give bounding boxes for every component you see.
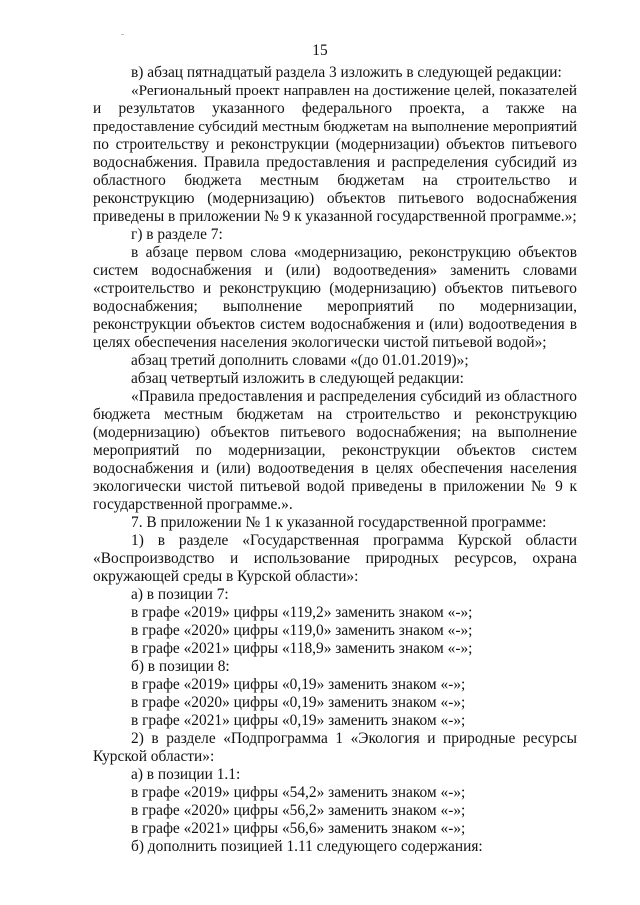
text-line: в графе «2020» цифры «119,0» заменить знаком «-»; <box>131 622 473 639</box>
text-line: водоснабжения; выполнение мероприятий по модернизации, <box>93 298 577 315</box>
text-line: а) в позиции 7: <box>131 586 229 603</box>
text-line: в) абзац пятнадцатый раздела 3 изложить в следующей редакции: <box>131 64 562 81</box>
text-line: реконструкции объектов систем водоснабжения и (или) водоотведения в <box>93 316 577 333</box>
text-line: в графе «2020» цифры «56,2» заменить знаком «-»; <box>131 802 466 819</box>
text-line: водоснабжения и (или) водоотведения в целях обеспечения населения <box>93 460 577 477</box>
text-line: Курской области»: <box>93 748 215 765</box>
text-line: б) дополнить позицией 1.11 следующего содержания: <box>131 838 483 855</box>
text-line: (модернизацию) объектов питьевого водоснабжения; на выполнение <box>93 424 577 441</box>
text-line: целях обеспечения населения экологически чистой питьевой водой»; <box>93 334 547 351</box>
text-line: экологически чистой питьевой водой приведены в приложении № 9 к <box>93 478 577 495</box>
text-line: бюджета местным бюджетам на строительство и реконструкцию <box>93 406 577 423</box>
text-line: абзац четвертый изложить в следующей редакции: <box>131 370 464 387</box>
text-line: «Воспроизводство и использование природных ресурсов, охрана <box>93 550 577 567</box>
text-line: систем водоснабжения и (или) водоотведения» заменить словами <box>93 262 577 279</box>
text-line: 2) в разделе «Подпрограмма 1 «Экология и природные ресурсы <box>131 730 577 747</box>
document-body <box>93 64 577 856</box>
text-line: водоснабжения. Правила предоставления и распределения субсидий из <box>93 154 577 171</box>
page-number: 15 <box>312 42 328 59</box>
text-line: областного бюджета местным бюджетам на строительство и <box>93 172 577 189</box>
text-line: б) в позиции 8: <box>131 658 230 675</box>
text-line: в графе «2020» цифры «0,19» заменить знаком «-»; <box>131 694 466 711</box>
text-line: предоставление субсидий местным бюджетам на выполнение мероприятий <box>93 119 577 135</box>
scan-speck <box>121 34 124 35</box>
text-line: в абзаце первом слова «модернизацию, реконструкцию объектов <box>131 244 577 261</box>
text-line: «Региональный проект направлен на достижение целей, показателей <box>131 82 577 99</box>
text-line: в графе «2019» цифры «0,19» заменить знаком «-»; <box>131 676 466 693</box>
text-line: в графе «2021» цифры «118,9» заменить знаком «-»; <box>131 640 473 657</box>
text-line: реконструкцию (модернизацию) объектов питьевого водоснабжения <box>93 190 577 207</box>
text-line: «строительство и реконструкцию (модернизацию) объектов питьевого <box>93 280 577 297</box>
text-line: государственной программе.». <box>93 496 293 513</box>
text-line: г) в разделе 7: <box>131 226 223 243</box>
text-line: по строительству и реконструкции (модернизации) объектов питьевого <box>93 136 577 153</box>
text-line: в графе «2019» цифры «54,2» заменить знаком «-»; <box>131 784 466 801</box>
text-line: и результатов указанного федерального проекта, а также на <box>93 100 577 117</box>
text-line: а) в позиции 1.1: <box>131 766 241 783</box>
text-line: «Правила предоставления и распределения субсидий из областного <box>131 388 577 405</box>
text-line: в графе «2019» цифры «119,2» заменить знаком «-»; <box>131 604 473 621</box>
text-line: 1) в разделе «Государственная программа Курской области <box>131 532 577 549</box>
text-line: приведены в приложении № 9 к указанной государственной программе.»; <box>93 208 577 225</box>
text-line: абзац третий дополнить словами «(до 01.01.2019)»; <box>131 352 469 369</box>
text-line: в графе «2021» цифры «56,6» заменить знаком «-»; <box>131 820 466 837</box>
text-line: в графе «2021» цифры «0,19» заменить знаком «-»; <box>131 712 466 729</box>
text-line: 7. В приложении № 1 к указанной государственной программе: <box>131 514 547 531</box>
text-line: мероприятий по модернизации, реконструкции объектов систем <box>93 442 577 459</box>
text-line: окружающей среды в Курской области»: <box>93 568 359 585</box>
